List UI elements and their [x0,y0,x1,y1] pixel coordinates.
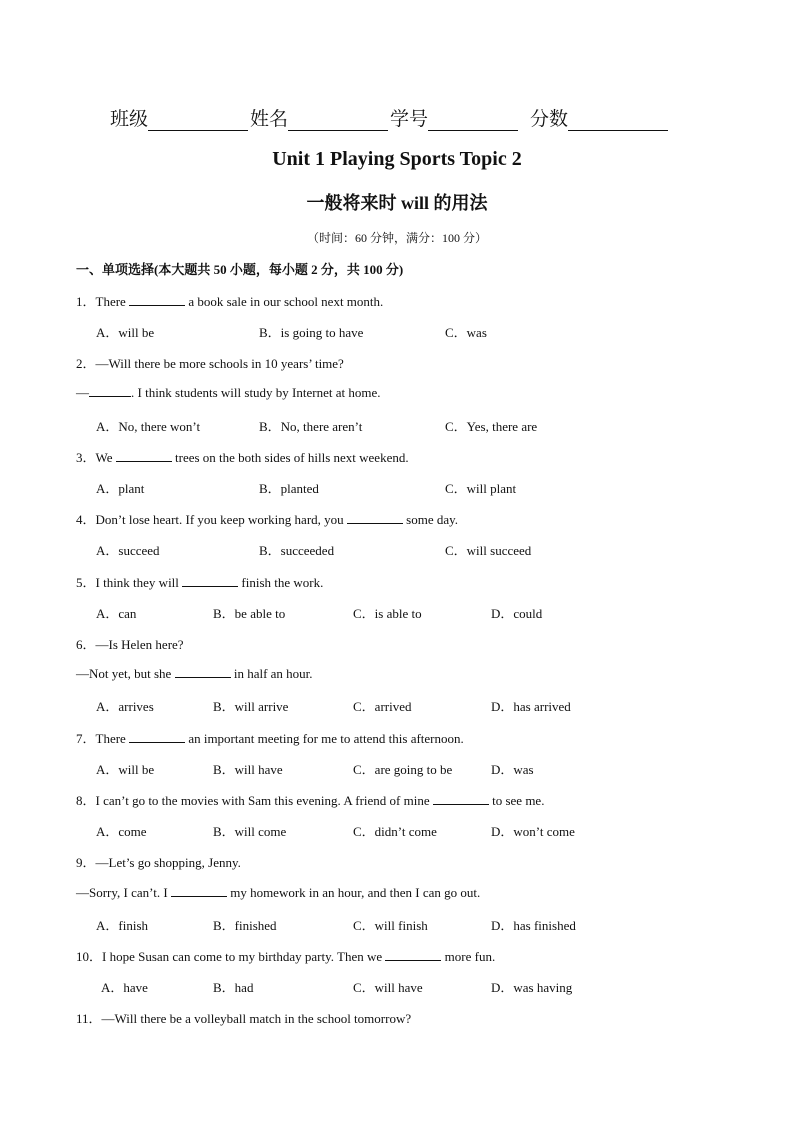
page-title: Unit 1 Playing Sports Topic 2 [272,148,522,170]
answer-blank[interactable] [175,665,231,678]
answer-blank[interactable] [89,384,131,397]
answer-blank[interactable] [129,293,185,306]
answer-blank[interactable] [171,884,227,897]
question-3-option-a[interactable]: A．plant [96,481,145,496]
question-9-stem: 9．—Let’s go shopping, Jenny. [76,855,241,870]
question-7-option-d[interactable]: D．was [491,762,534,777]
section-title: 一、单项选择(本大题共 50 小题，每小题 2 分，共 100 分) [76,262,404,277]
question-8-stem: 8．I can’t go to the movies with Sam this evening. A friend of mine to see me. [76,793,545,808]
question-9-option-d[interactable]: D．has finished [491,918,576,933]
question-4-option-a[interactable]: A．succeed [96,543,160,558]
question-7-option-b[interactable]: B．will have [213,762,283,777]
question-8-option-c[interactable]: C．didn’t come [353,824,437,839]
question-11-stem: 11．—Will there be a volleyball match in the school tomorrow? [76,1011,412,1026]
question-1-option-a[interactable]: A．will be [96,325,155,340]
answer-blank[interactable] [116,449,172,462]
name-blank[interactable] [288,110,388,131]
question-2-option-a[interactable]: A．No, there won’t [96,419,201,434]
question-2-response: — . I think students will study by Internet at home. [76,385,381,400]
question-9-option-b[interactable]: B．finished [213,918,277,933]
class-blank[interactable] [148,110,248,131]
question-6-option-c[interactable]: C．arrived [353,699,412,714]
question-8-option-b[interactable]: B．will come [213,824,287,839]
question-6-response: —Not yet, but she in half an hour. [76,666,313,681]
score-blank[interactable] [568,110,668,131]
question-4-option-c[interactable]: C．will succeed [445,543,532,558]
question-3-option-b[interactable]: B．planted [259,481,319,496]
answer-blank[interactable] [385,948,441,961]
question-2-option-b[interactable]: B．No, there aren’t [259,419,363,434]
id-label: 学号 [390,109,429,130]
student-info-line [110,104,670,131]
answer-blank[interactable] [182,574,238,587]
question-5-option-b[interactable]: B．be able to [213,606,286,621]
question-6-option-a[interactable]: A．arrives [96,699,154,714]
question-8-option-d[interactable]: D．won’t come [491,824,575,839]
question-9-response: —Sorry, I can’t. I my homework in an hour, and then I can go out. [76,885,481,900]
question-3-stem: 3．We trees on the both sides of hills next weekend. [76,450,409,465]
question-6-stem: 6．—Is Helen here? [76,637,184,652]
question-6-option-b[interactable]: B．will arrive [213,699,289,714]
question-9-option-a[interactable]: A．finish [96,918,149,933]
id-blank[interactable] [428,110,518,131]
question-7-option-a[interactable]: A．will be [96,762,155,777]
class-label: 班级 [110,109,149,130]
exam-meta: （时间：60 分钟，满分：100 分） [306,231,487,245]
question-5-option-c[interactable]: C．is able to [353,606,422,621]
answer-blank[interactable] [129,730,185,743]
question-1-option-b[interactable]: B．is going to have [259,325,364,340]
question-8-option-a[interactable]: A．come [96,824,147,839]
name-label: 姓名 [250,109,289,130]
question-10-option-a[interactable]: A．have [101,980,148,995]
question-5-option-a[interactable]: A．can [96,606,137,621]
question-5-stem: 5．I think they will finish the work. [76,575,324,590]
question-9-option-c[interactable]: C．will finish [353,918,428,933]
answer-blank[interactable] [347,511,403,524]
answer-blank[interactable] [433,792,489,805]
question-3-option-c[interactable]: C．will plant [445,481,517,496]
question-4-stem: 4．Don’t lose heart. If you keep working hard, you some day. [76,512,459,527]
question-5-option-d[interactable]: D．could [491,606,543,621]
page-subtitle: 一般将来时 will 的用法 [306,193,488,213]
question-10-option-b[interactable]: B．had [213,980,254,995]
score-label: 分数 [530,109,569,130]
question-6-option-d[interactable]: D．has arrived [491,699,571,714]
question-10-option-c[interactable]: C．will have [353,980,423,995]
question-1-stem: 1．There a book sale in our school next month. [76,294,384,309]
question-7-stem: 7．There an important meeting for me to attend this afternoon. [76,731,464,746]
question-10-option-d[interactable]: D．was having [491,980,573,995]
question-2-option-c[interactable]: C．Yes, there are [445,419,538,434]
question-4-option-b[interactable]: B．succeeded [259,543,335,558]
question-7-option-c[interactable]: C．are going to be [353,762,453,777]
question-1-option-c[interactable]: C．was [445,325,487,340]
question-10-stem: 10．I hope Susan can come to my birthday party. Then we more fun. [76,949,496,964]
question-2-stem: 2．—Will there be more schools in 10 years’ time? [76,356,344,371]
